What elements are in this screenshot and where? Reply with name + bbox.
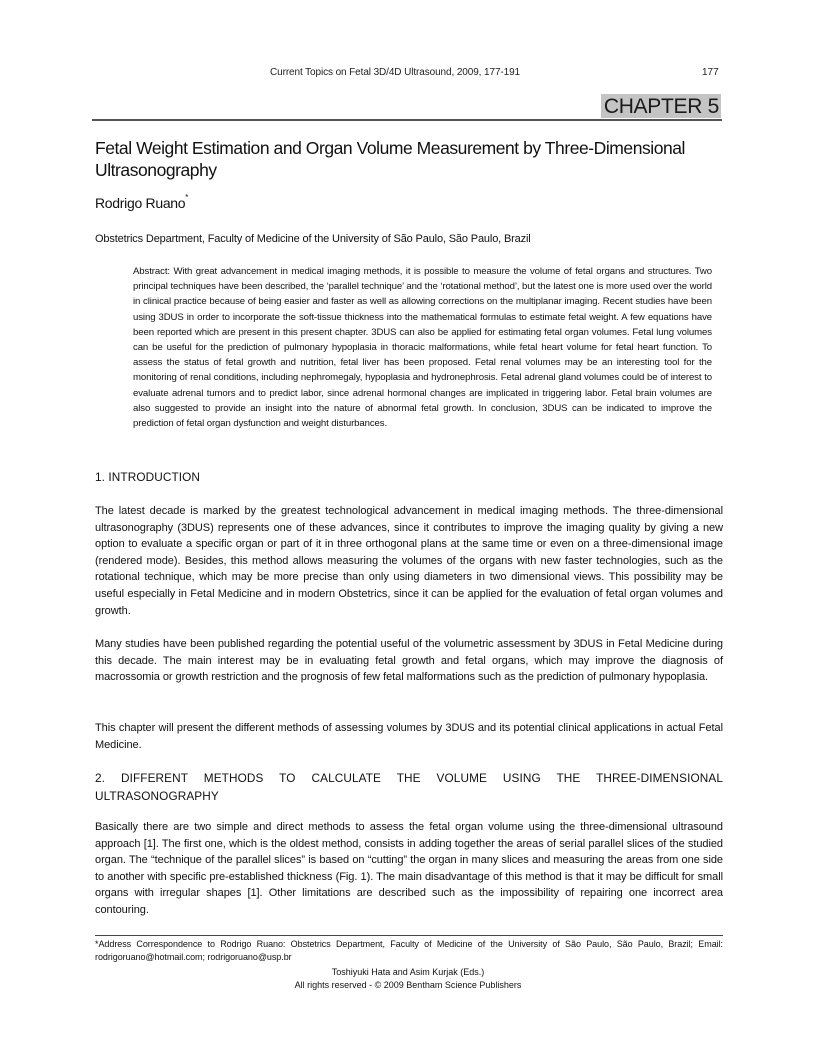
author [95, 195, 188, 211]
chapter-label: CHAPTER 5 [601, 94, 721, 118]
publisher-info [0, 966, 816, 991]
editors: Toshiyuki Hata and Asim Kurjak (Eds.) [331, 967, 485, 977]
paragraph: This chapter will present the different methods of assessing volumes by 3DUS and its potential clinical applications in actual Fetal Medicine. [95, 722, 723, 751]
author-name: Rodrigo Ruano [95, 195, 186, 211]
journal-citation: Current Topics on Fetal 3D/4D Ultrasound, 2009, 177-191 [270, 67, 521, 78]
correspondence-footnote: *Address Correspondence to Rodrigo Ruano: Obstetrics Department, Faculty of Medicine of the University of São Paulo, São Paulo, Brazil; Email: rodrigoruano@hotmail.com; rodrigoruano@usp.br [95, 939, 723, 962]
copyright: All rights reserved - © 2009 Bentham Science Publishers [294, 979, 522, 990]
paragraph: Many studies have been published regarding the potential useful of the volumetric assessment by 3DUS in Fetal Medicine during this decade. The main interest may be in evaluating fetal growth and fetal organs, which may improve the diagnosis of macrossomia or growth restriction and the prognosis of few fetal malformations such as the prediction of pulmonary hypoplasia. [95, 638, 723, 684]
footnote-divider [95, 935, 723, 936]
paragraph: Basically there are two simple and direct methods to assess the fetal organ volume using the three-dimensional ultrasound approach [1]. The first one, which is the oldest method, consists in adding together the areas of serial parallel slices of the studied organ. The “technique of the parallel slices” is based on “cutting” the organ in many slices and measuring the areas from one side to another with specific pre-established thickness (Fig. 1). The main disadvantage of this method is that it may be difficult for small organs with irregular shapes [1]. Other limitations are described such as the impossibility of repairing one incorrect area contouring. [95, 821, 723, 916]
article-title: Fetal Weight Estimation and Organ Volume Measurement by Three-Dimensional Ultrasonography [95, 138, 685, 180]
section-heading-methods: 2. DIFFERENT METHODS TO CALCULATE THE VOLUME USING THE THREE-DIMENSIONAL ULTRASONOGRAPHY [95, 771, 723, 803]
affiliation: Obstetrics Department, Faculty of Medicine of the University of São Paulo, São Paulo, Brazil [95, 233, 531, 245]
page-number: 177 [702, 67, 719, 78]
paragraph: The latest decade is marked by the greatest technological advancement in medical imaging methods. The three-dimensional ultrasonography (3DUS) represents one of these advances, since it contributes to improve the imaging quality by giving a new option to evaluate a specific organ or part of it in three orthogonal plans at the same time or even on a three-dimensional image (rendered mode). Besides, this method allows measuring the volumes of the organs with new faster technologies, such as the rotational technique, which may be more precise than only using diameters in two dimensional views. This possibility may be useful especially in Fetal Medicine and in modern Obstetrics, since it can be applied for the evaluation of fetal organ volumes and growth. [95, 505, 723, 617]
header-divider [92, 119, 722, 121]
abstract: Abstract: With great advancement in medical imaging methods, it is possible to measure the volume of fetal organs and structures. Two principal techniques have been described, the ‘parallel technique’ and the ‘rotational method’, but the latest one is more used over the world in clinical practice because of being easier and faster as well as allowing corrections on the multiplanar imaging. Recent studies have been using 3DUS in order to incorporate the soft-tissue thickness into the mathematical formulas to estimate fetal weight. A few equations have been reported which are present in this present chapter. 3DUS can also be applied for estimating fetal organ volumes. Fetal lung volumes can be useful for the prediction of pulmonary hypoplasia in thoracic malformations, while fetal heart volume for fetal heart function. To assess the status of fetal growth and nutrition, fetal liver has been proposed. Fetal renal volumes may be an interesting tool for the monitoring of renal conditions, including nephromegaly, hypoplasia and hydronephrosis. Fetal adrenal gland volumes could be of interest to evaluate adrenal tumors and to predict labor, since adrenal hormonal changes are implicated in triggering labor. Fetal brain volumes are also suggested to provide an insight into the nature of abnormal fetal growth. In conclusion, 3DUS can be indicated to improve the prediction of fetal organ dysfunction and weight disturbances. [133, 266, 712, 430]
author-footnote-marker[interactable]: * [185, 193, 189, 202]
section-heading-introduction: 1. INTRODUCTION [95, 470, 201, 484]
